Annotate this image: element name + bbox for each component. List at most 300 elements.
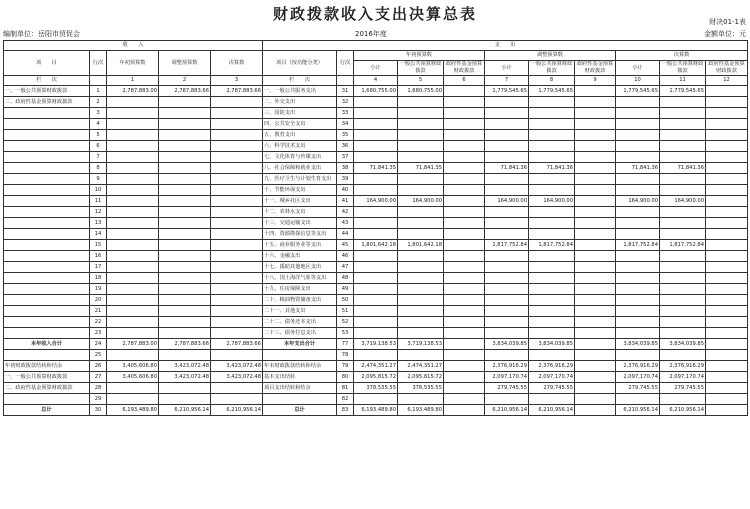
row-number: 38	[337, 163, 354, 174]
row-number: 25	[90, 350, 107, 361]
expense-value: 279,745.55	[660, 383, 706, 394]
final-value	[211, 196, 263, 207]
final-value	[211, 273, 263, 284]
budget-initial-value	[107, 185, 159, 196]
expense-value	[444, 394, 485, 405]
table-row	[4, 284, 748, 295]
budget-adjusted-value	[159, 119, 211, 130]
row-number: 17	[90, 262, 107, 273]
final-value	[211, 108, 263, 119]
expense-value	[398, 317, 444, 328]
budget-initial-value	[107, 130, 159, 141]
expense-value	[706, 141, 748, 152]
budget-initial-value	[107, 350, 159, 361]
expense-value	[485, 273, 529, 284]
expense-value	[616, 262, 660, 273]
final-value	[211, 130, 263, 141]
final-value: 3,423,072.48	[211, 372, 263, 383]
general-budget-header: 一般公共预算财政拨款	[398, 61, 444, 76]
income-item	[4, 152, 90, 163]
expense-value	[706, 218, 748, 229]
expense-value	[616, 119, 660, 130]
budget-initial-value: 6,193,489.80	[107, 405, 159, 416]
expense-item: 十四、资源勘探信息等支出	[263, 229, 337, 240]
expense-value	[575, 86, 616, 97]
expense-value	[485, 229, 529, 240]
expense-value	[706, 306, 748, 317]
expense-value	[529, 141, 575, 152]
expense-item: 年末财政拨款结转和结余	[263, 361, 337, 372]
expense-value	[485, 284, 529, 295]
expense-value	[529, 284, 575, 295]
expense-value: 2,376,916.29	[529, 361, 575, 372]
expense-value	[354, 108, 398, 119]
expense-value	[398, 185, 444, 196]
column-number: 12	[706, 76, 748, 86]
budget-initial-value	[107, 262, 159, 273]
expense-value: 2,097,170.74	[660, 372, 706, 383]
table-row	[4, 152, 748, 163]
expense-value	[529, 108, 575, 119]
income-item	[4, 218, 90, 229]
expense-value	[444, 383, 485, 394]
final-value	[211, 119, 263, 130]
budget-adjusted-value	[159, 251, 211, 262]
row-number: 21	[90, 306, 107, 317]
expense-value	[398, 262, 444, 273]
income-item	[4, 196, 90, 207]
table-row	[4, 361, 748, 372]
expense-item	[263, 394, 337, 405]
expense-value	[485, 328, 529, 339]
expense-value: 71,841.36	[660, 163, 706, 174]
expense-value	[575, 350, 616, 361]
row-number: 14	[90, 229, 107, 240]
row-number: 13	[90, 218, 107, 229]
expense-value	[575, 383, 616, 394]
expense-value	[660, 306, 706, 317]
expense-value	[706, 394, 748, 405]
final-value	[211, 240, 263, 251]
expense-value: 1,680,755.00	[354, 86, 398, 97]
expense-value	[706, 273, 748, 284]
row-number: 33	[337, 108, 354, 119]
income-item: 本年收入合计	[4, 339, 90, 350]
expense-value	[706, 185, 748, 196]
final-value	[211, 163, 263, 174]
final-value	[211, 152, 263, 163]
expense-value	[444, 86, 485, 97]
expense-value	[660, 394, 706, 405]
expense-value	[706, 97, 748, 108]
expense-value	[616, 295, 660, 306]
expense-value	[444, 273, 485, 284]
expense-value	[660, 97, 706, 108]
expense-value: 1,779,545.65	[529, 86, 575, 97]
final-group-header: 决算数	[616, 51, 748, 61]
expense-value	[575, 372, 616, 383]
expense-value: 164,900.00	[616, 196, 660, 207]
final-value	[211, 394, 263, 405]
row-number: 50	[337, 295, 354, 306]
income-item	[4, 185, 90, 196]
table-row	[4, 405, 748, 416]
expense-item	[263, 350, 337, 361]
budget-adjusted-value	[159, 163, 211, 174]
budget-adjusted-value: 2,787,883.66	[159, 86, 211, 97]
expense-value: 378,535.55	[398, 383, 444, 394]
expense-item: 五、教育支出	[263, 130, 337, 141]
column-number: 5	[398, 76, 444, 86]
row-number: 45	[337, 240, 354, 251]
income-item	[4, 207, 90, 218]
expense-item: 总计	[263, 405, 337, 416]
expense-value	[444, 361, 485, 372]
expense-value	[398, 306, 444, 317]
expense-value	[398, 97, 444, 108]
expense-value: 1,817,752.84	[485, 240, 529, 251]
income-item	[4, 108, 90, 119]
expense-value	[529, 273, 575, 284]
expense-item: 二十三、债务付息支出	[263, 328, 337, 339]
expense-value	[706, 251, 748, 262]
expense-value	[354, 207, 398, 218]
income-item	[4, 273, 90, 284]
row-number: 43	[337, 218, 354, 229]
expense-value	[529, 97, 575, 108]
expense-value	[529, 394, 575, 405]
expense-value	[706, 350, 748, 361]
expense-value	[398, 394, 444, 405]
budget-initial-value	[107, 251, 159, 262]
expense-value	[354, 218, 398, 229]
expense-value	[354, 130, 398, 141]
expense-value	[575, 295, 616, 306]
budget-initial-value	[107, 306, 159, 317]
table-row	[4, 141, 748, 152]
expense-header: 支 出	[263, 41, 748, 51]
expense-value	[485, 306, 529, 317]
final-value	[211, 383, 263, 394]
expense-value	[529, 350, 575, 361]
expense-value	[706, 130, 748, 141]
budget-adjusted-value	[159, 306, 211, 317]
gov-fund-header: 政府性基金预算财政拨款	[706, 61, 748, 76]
expense-value	[616, 394, 660, 405]
table-row	[4, 174, 748, 185]
expense-value	[575, 207, 616, 218]
budget-initial-value	[107, 284, 159, 295]
expense-value	[398, 207, 444, 218]
expense-value: 2,095,815.72	[354, 372, 398, 383]
form-number: 财决01-1表	[709, 18, 746, 26]
row-number: 81	[337, 383, 354, 394]
row-number: 4	[90, 119, 107, 130]
expense-value	[529, 306, 575, 317]
expense-value	[575, 97, 616, 108]
final-value	[211, 218, 263, 229]
row-number: 31	[337, 86, 354, 97]
budget-adjusted-value	[159, 284, 211, 295]
budget-adjusted-value	[159, 141, 211, 152]
expense-value: 1,817,752.84	[660, 240, 706, 251]
expense-value	[398, 218, 444, 229]
expense-value	[444, 229, 485, 240]
table-row	[4, 295, 748, 306]
budget-adjusted-value	[159, 317, 211, 328]
expense-value	[354, 185, 398, 196]
expense-value: 164,900.00	[485, 196, 529, 207]
table-row	[4, 317, 748, 328]
final-value	[211, 141, 263, 152]
table-row	[4, 383, 748, 394]
budget-initial-value	[107, 295, 159, 306]
budget-adjusted-value	[159, 97, 211, 108]
table-row	[4, 306, 748, 317]
expense-value	[660, 229, 706, 240]
income-item	[4, 174, 90, 185]
expense-value	[485, 119, 529, 130]
expense-value: 1,680,755.00	[398, 86, 444, 97]
expense-item: 九、医疗卫生与计划生育支出	[263, 174, 337, 185]
expense-value	[706, 372, 748, 383]
income-header: 收 入	[4, 41, 263, 51]
expense-value	[616, 108, 660, 119]
column-label: 栏 次	[263, 76, 337, 86]
row-header: 行次	[90, 51, 107, 76]
expense-value: 2,474,351.27	[398, 361, 444, 372]
income-item: 总计	[4, 405, 90, 416]
budget-adjusted-value	[159, 273, 211, 284]
expense-value	[398, 284, 444, 295]
row-number: 78	[337, 350, 354, 361]
final-value	[211, 207, 263, 218]
budget-initial-value	[107, 119, 159, 130]
expense-value	[660, 185, 706, 196]
expense-item: 十三、交通运输支出	[263, 218, 337, 229]
budget-adjusted-header: 调整预算数	[159, 51, 211, 76]
expense-value: 2,376,916.29	[485, 361, 529, 372]
expense-value: 279,745.55	[616, 383, 660, 394]
budget-initial-value	[107, 394, 159, 405]
expense-item: 十二、农林水支出	[263, 207, 337, 218]
expense-value: 3,834,039.85	[529, 339, 575, 350]
expense-value	[444, 141, 485, 152]
final-value	[211, 97, 263, 108]
table-row	[4, 328, 748, 339]
expense-item: 二、外交支出	[263, 97, 337, 108]
expense-value	[354, 119, 398, 130]
expense-value: 2,097,170.74	[529, 372, 575, 383]
budget-adjusted-value	[159, 240, 211, 251]
table-row	[4, 185, 748, 196]
expense-value	[485, 152, 529, 163]
unit-label: 金额单位：元	[704, 30, 746, 38]
expense-value: 164,900.00	[660, 196, 706, 207]
expense-value	[575, 273, 616, 284]
expense-item: 十七、援助其他地区支出	[263, 262, 337, 273]
income-item	[4, 240, 90, 251]
expense-value	[444, 240, 485, 251]
row-number: 2	[90, 97, 107, 108]
row-number: 77	[337, 339, 354, 350]
expense-item: 十、节能环保支出	[263, 185, 337, 196]
expense-item: 二十、粮油物资储备支出	[263, 295, 337, 306]
income-item	[4, 229, 90, 240]
expense-value	[616, 218, 660, 229]
column-number: 1	[107, 76, 159, 86]
expense-value: 71,841.35	[398, 163, 444, 174]
expense-value	[660, 251, 706, 262]
expense-value	[660, 350, 706, 361]
budget-adjusted-value	[159, 108, 211, 119]
subtotal-header: 小计	[485, 61, 529, 76]
budget-initial-value	[107, 383, 159, 394]
expense-value	[575, 108, 616, 119]
expense-value	[706, 108, 748, 119]
expense-value: 6,193,489.80	[354, 405, 398, 416]
row-number: 46	[337, 251, 354, 262]
expense-value	[616, 284, 660, 295]
budget-initial-value	[107, 240, 159, 251]
final-value	[211, 328, 263, 339]
row-number: 44	[337, 229, 354, 240]
expense-value: 164,900.00	[354, 196, 398, 207]
expense-value	[485, 185, 529, 196]
row-number: 1	[90, 86, 107, 97]
expense-value	[706, 119, 748, 130]
row-number: 80	[337, 372, 354, 383]
row-number: 36	[337, 141, 354, 152]
expense-value	[485, 130, 529, 141]
expense-value: 164,900.00	[529, 196, 575, 207]
expense-value	[616, 251, 660, 262]
column-label: 栏 次	[4, 76, 90, 86]
expense-value	[575, 317, 616, 328]
row-number: 7	[90, 152, 107, 163]
table-row	[4, 251, 748, 262]
expense-value	[485, 262, 529, 273]
budget-initial-value	[107, 174, 159, 185]
initial-budget-group-header: 年初预算数	[354, 51, 485, 61]
table-row	[4, 394, 748, 405]
expense-value: 71,841.36	[616, 163, 660, 174]
column-number: 11	[660, 76, 706, 86]
expense-value	[575, 284, 616, 295]
budget-initial-value	[107, 196, 159, 207]
table-row	[4, 339, 748, 350]
expense-value	[616, 207, 660, 218]
expense-value	[706, 361, 748, 372]
expense-value	[529, 328, 575, 339]
budget-initial-value	[107, 141, 159, 152]
expense-value	[444, 97, 485, 108]
expense-item: 四、公共安全支出	[263, 119, 337, 130]
final-value: 3,423,072.48	[211, 361, 263, 372]
column-number: 4	[354, 76, 398, 86]
expense-value	[354, 273, 398, 284]
expense-value	[398, 152, 444, 163]
expense-value	[660, 284, 706, 295]
final-value	[211, 251, 263, 262]
expense-value	[398, 119, 444, 130]
budget-initial-value: 3,405,606.80	[107, 372, 159, 383]
expense-value	[575, 240, 616, 251]
expense-value	[529, 262, 575, 273]
expense-value	[575, 130, 616, 141]
final-value: 2,787,883.66	[211, 339, 263, 350]
row-number: 83	[337, 405, 354, 416]
income-item	[4, 141, 90, 152]
expense-value	[706, 163, 748, 174]
expense-value	[354, 97, 398, 108]
expense-value: 164,900.00	[398, 196, 444, 207]
row-number: 41	[337, 196, 354, 207]
expense-item: 八、社会保障和就业支出	[263, 163, 337, 174]
row-number: 40	[337, 185, 354, 196]
expense-value	[660, 218, 706, 229]
expense-value	[706, 174, 748, 185]
expense-item: 六、科学技术支出	[263, 141, 337, 152]
expense-value	[575, 218, 616, 229]
row-number: 5	[90, 130, 107, 141]
expense-value	[485, 350, 529, 361]
budget-adjusted-value	[159, 262, 211, 273]
expense-value	[444, 196, 485, 207]
budget-adjusted-value	[159, 130, 211, 141]
expense-value	[354, 251, 398, 262]
expense-value	[616, 328, 660, 339]
expense-value	[616, 185, 660, 196]
income-item	[4, 130, 90, 141]
column-number: 10	[616, 76, 660, 86]
expense-value	[485, 317, 529, 328]
expense-value: 71,841.36	[529, 163, 575, 174]
expense-value: 279,745.55	[485, 383, 529, 394]
budget-initial-value	[107, 273, 159, 284]
expense-value	[485, 97, 529, 108]
expense-value: 2,097,170.74	[485, 372, 529, 383]
table-row	[4, 218, 748, 229]
budget-initial-value	[107, 229, 159, 240]
expense-value: 1,801,642.18	[398, 240, 444, 251]
row-number: 52	[337, 317, 354, 328]
expense-value	[529, 152, 575, 163]
column-number: 9	[575, 76, 616, 86]
expense-value	[660, 119, 706, 130]
expense-value	[444, 350, 485, 361]
expense-value: 3,834,039.85	[660, 339, 706, 350]
expense-value	[444, 207, 485, 218]
expense-value: 378,535.55	[354, 383, 398, 394]
expense-value: 2,097,170.74	[616, 372, 660, 383]
income-item: 二、政府性基金预算财政拨款	[4, 383, 90, 394]
expense-value	[616, 97, 660, 108]
expense-value	[529, 251, 575, 262]
empty-cell	[90, 76, 107, 86]
expense-value: 2,474,351.27	[354, 361, 398, 372]
income-item	[4, 306, 90, 317]
expense-value	[706, 383, 748, 394]
expense-value: 3,719,138.53	[398, 339, 444, 350]
expense-value	[398, 350, 444, 361]
table-row	[4, 350, 748, 361]
budget-initial-value	[107, 207, 159, 218]
expense-value	[398, 130, 444, 141]
row-number: 11	[90, 196, 107, 207]
expense-value: 1,779,545.65	[485, 86, 529, 97]
expense-value: 1,801,642.18	[354, 240, 398, 251]
